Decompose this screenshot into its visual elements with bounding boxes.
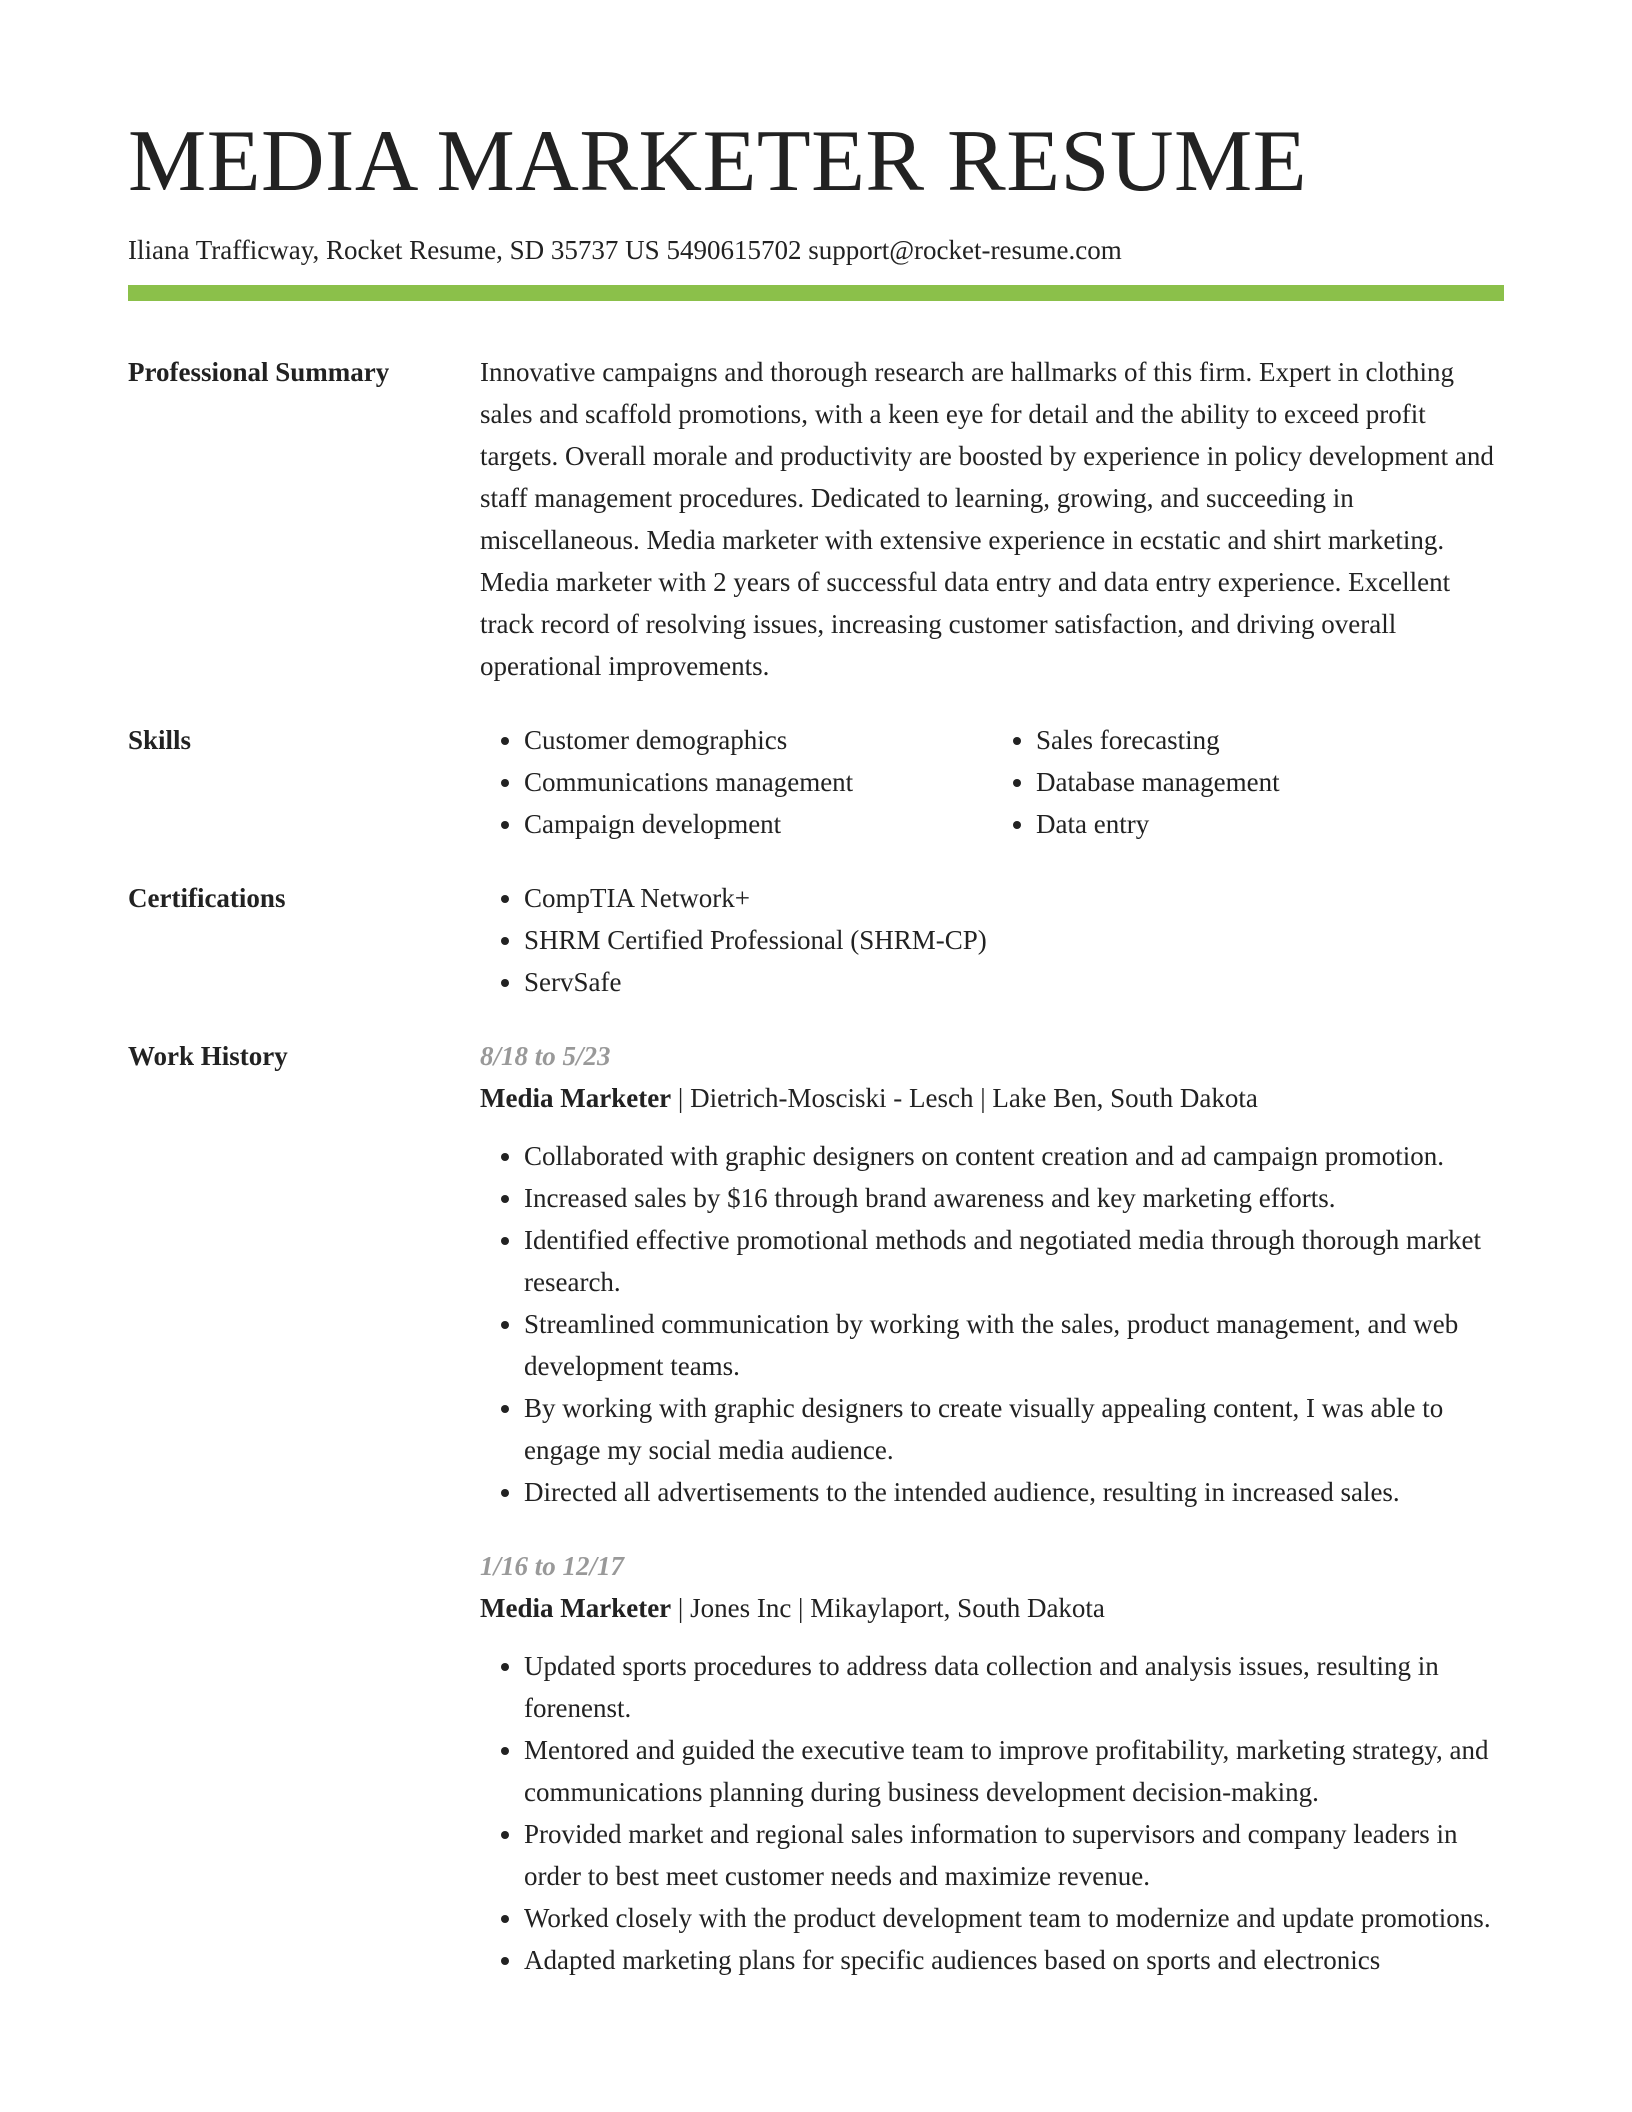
job-dates: 1/16 to 12/17 [480,1551,625,1581]
job-bullets [480,1135,1504,1513]
skill-item: • Campaign development [524,803,992,845]
job-bullet: • Worked closely with the product development team to modernize and update promotions. [524,1897,1504,1939]
certification-item: • ServSafe [524,961,1504,1003]
job-header [480,1587,1504,1629]
certifications-body [480,877,1504,1003]
skill-item: • Data entry [1036,803,1504,845]
job-bullet: • Streamlined communication by working with the sales, product management, and web development teams. [524,1303,1504,1387]
page-title: MEDIA MARKETER RESUME [128,113,1307,210]
job-header [480,1077,1504,1119]
job-bullet: • Directed all advertisements to the intended audience, resulting in increased sales. [524,1471,1504,1513]
skills-section [128,719,1504,845]
job-entry [480,1035,1504,1513]
skill-item: • Sales forecasting [1036,719,1504,761]
job-bullet: • Adapted marketing plans for specific audiences based on sports and electronics [524,1939,1504,1981]
job-bullet: • Increased sales by $16 through brand awareness and key marketing efforts. [524,1177,1504,1219]
job-bullet: • Collaborated with graphic designers on content creation and ad campaign promotion. [524,1135,1504,1177]
certifications-section [128,877,1504,1003]
skill-item: • Database management [1036,761,1504,803]
job-bullet: • Updated sports procedures to address data collection and analysis issues, resulting in forenenst. [524,1645,1504,1729]
job-bullets [480,1645,1504,1981]
work-history-body [480,1035,1504,2013]
job-bullet: • Mentored and guided the executive team to improve profitability, marketing strategy, and communications planning during business development decision-making. [524,1729,1504,1813]
summary-body [480,351,1504,687]
skills-list-left [480,719,992,845]
work-history-section [128,1035,1504,2013]
job-entry [480,1545,1504,1981]
section-label-certifications: Certifications [128,883,286,913]
job-details: | Jones Inc | Mikaylaport, South Dakota [671,1593,1105,1623]
job-bullet: • Provided market and regional sales information to supervisors and company leaders in order to best meet customer needs and maximize revenue. [524,1813,1504,1897]
summary-text: Innovative campaigns and thorough research are hallmarks of this firm. Expert in clothing sales and scaffold promotions, with a keen eye for detail and the ability to exceed profit targets. Overall morale and productivity are boosted by experience in policy development and staff management procedures. Dedicated to learning, growing, and succeeding in miscellaneous. Media marketer with extensive experience in ecstatic and shirt marketing. Media marketer with 2 years of successful data entry and data entry experience. Excellent track record of resolving issues, increasing customer satisfaction, and driving overall operational improvements. [480,357,1494,681]
skill-item: • Communications management [524,761,992,803]
certifications-list [480,877,1504,1003]
section-label-summary: Professional Summary [128,357,390,387]
skill-item: • Customer demographics [524,719,992,761]
header-divider [128,285,1504,301]
job-title: Media Marketer [480,1593,672,1623]
certification-item: • CompTIA Network+ [524,877,1504,919]
skills-list-right [992,719,1504,845]
job-bullet: • By working with graphic designers to create visually appealing content, I was able to engage my social media audience. [524,1387,1504,1471]
resume-content [128,351,1504,2045]
job-title: Media Marketer [480,1083,672,1113]
professional-summary-section [128,351,1504,687]
job-details: | Dietrich-Mosciski - Lesch | Lake Ben, South Dakota [671,1083,1258,1113]
certification-item: • SHRM Certified Professional (SHRM-CP) [524,919,1504,961]
skills-body [480,719,1504,845]
section-label-work-history: Work History [128,1041,288,1071]
job-dates: 8/18 to 5/23 [480,1041,611,1071]
contact-line: Iliana Trafficway, Rocket Resume, SD 35737 US 5490615702 support@rocket-resume.com [128,235,1122,265]
section-label-skills: Skills [128,725,192,755]
job-bullet: • Identified effective promotional methods and negotiated media through thorough market research. [524,1219,1504,1303]
